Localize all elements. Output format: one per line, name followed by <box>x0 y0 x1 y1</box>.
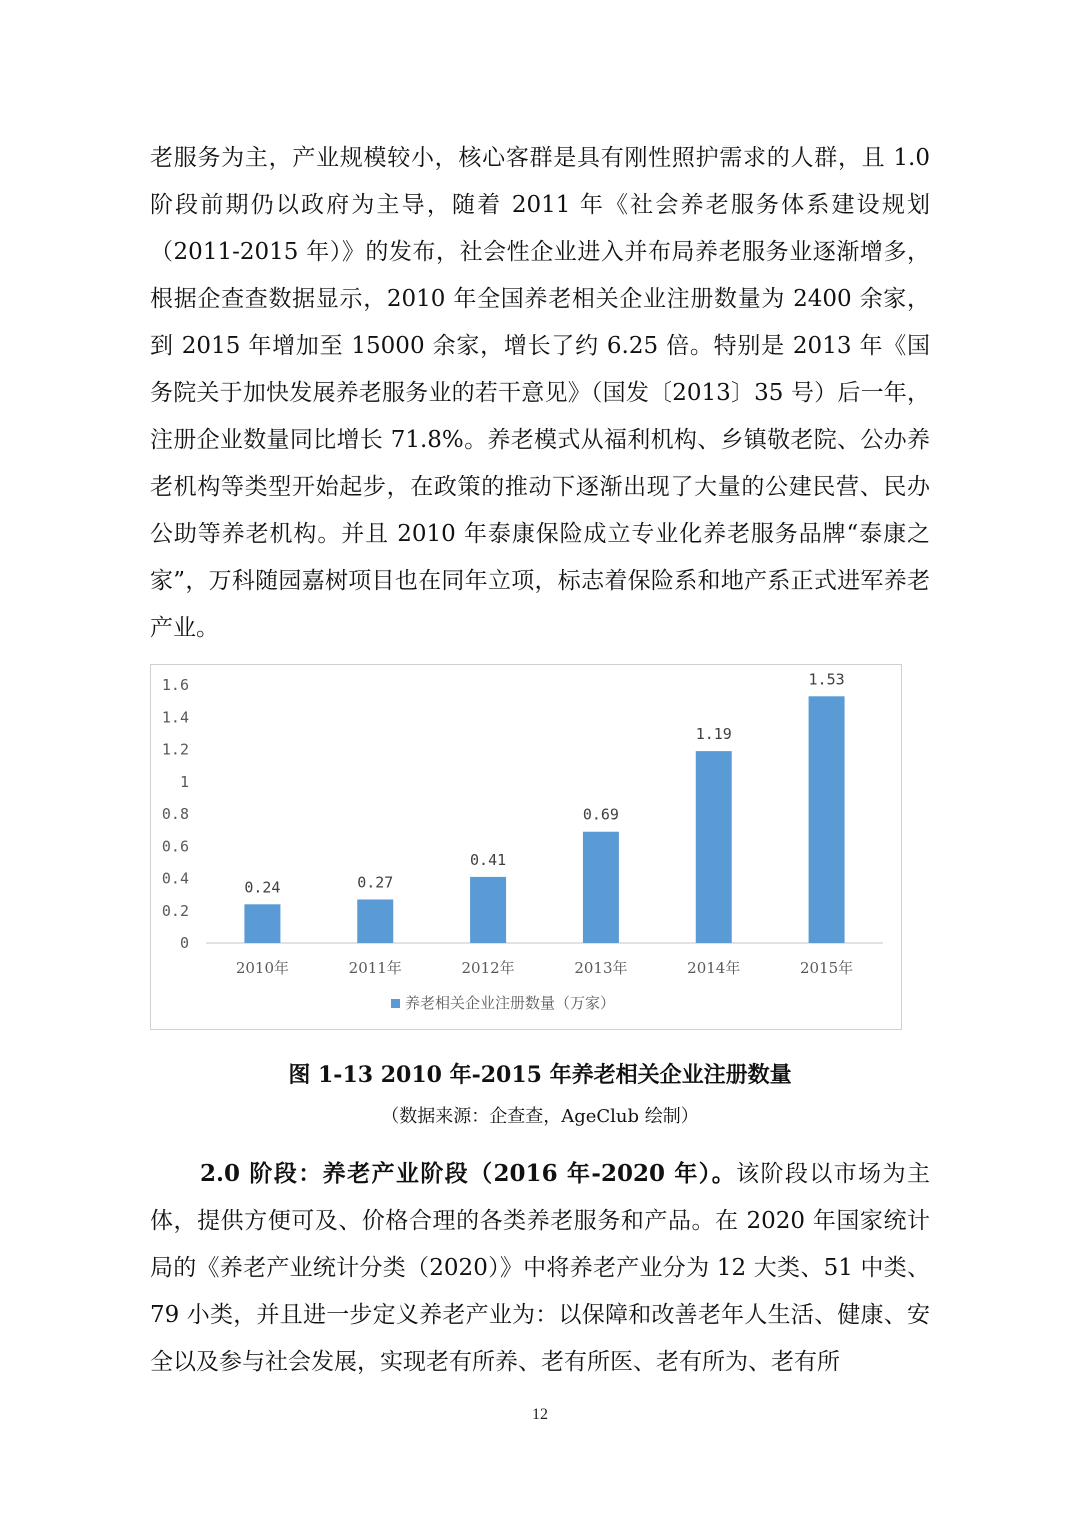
y-tick-label: 0.2 <box>161 901 189 920</box>
page-number: 12 <box>532 1406 548 1423</box>
y-tick-label: 0 <box>179 934 189 952</box>
x-tick-label: 2012年 <box>461 959 515 977</box>
bar-2011年 <box>357 899 393 943</box>
bar-2015年 <box>809 696 845 943</box>
body-paragraph-1: 老服务为主，产业规模较小，核心客群是具有刚性照护需求的人群，且 1.0 阶段前期仍以政府为主导，随着 2011 年《社会养老服务体系建设规划（2011-2015 年）》的发布，社会性企业进入并布局养老服务业逐渐增多，根据企查查数据显示，2010 年全国养老相关企业注册数量为 2400 余家，到 2015 年增加至 15000 余家，增长了约 6.25 倍。特别是 2013 年《国务院关于加快发展养老服务业的若干意见》（国发〔2013〕35 号）后一年，注册企业数量同比增长 71.8%。养老模式从福利机构、乡镇敬老院、公办养老机构等类型开始起步，在政策的推动下逐渐出现了大量的公建民营、民办公助等养老机构。并且 2010 年泰康保险成立专业化养老服务品牌“泰康之家”，万科随园嘉树项目也在同年立项，标志着保险系和地产系正式进军养老产业。 <box>150 145 930 641</box>
bar-2013年 <box>583 832 619 943</box>
y-tick-label: 0.6 <box>161 837 189 856</box>
bar-chart <box>150 664 902 1030</box>
section-body: 该阶段以市场为主体，提供方便可及、价格合理的各类养老服务和产品。在 2020 年国家统计局的《养老产业统计分类（2020）》中将养老产业分为 12 大类、51 中类、79 小类，并且进一步定义养老产业为：以保障和改善老年人生活、健康、安全以及参与社会发展，实现老有所养、老有所医、老有所为、老有所 <box>150 1161 931 1375</box>
data-label: 0.41 <box>470 850 507 869</box>
y-tick-label: 0.8 <box>161 805 189 823</box>
y-tick-label: 1 <box>179 772 189 791</box>
data-label: 0.27 <box>357 873 394 892</box>
x-tick-label: 2010年 <box>235 959 290 977</box>
legend-swatch <box>391 999 400 1008</box>
y-tick-label: 0.4 <box>161 869 189 888</box>
y-tick-label: 1.4 <box>161 708 189 727</box>
figure-source: （数据来源：企查查，AgeClub 绘制） <box>381 1106 699 1127</box>
legend-label: 养老相关企业注册数量（万家） <box>405 994 616 1012</box>
data-label: 0.24 <box>244 878 281 897</box>
y-tick-label: 1.6 <box>161 676 189 694</box>
y-tick-label: 1.2 <box>161 740 189 759</box>
bar-2014年 <box>696 751 732 943</box>
bar-2010年 <box>244 904 280 943</box>
x-tick-label: 2013年 <box>574 959 628 977</box>
chart-canvas <box>151 665 903 1031</box>
figure-title: 图 1-13 2010 年-2015 年养老相关企业注册数量 <box>288 1062 792 1088</box>
data-label: 1.53 <box>808 670 845 689</box>
x-tick-label: 2014年 <box>687 959 741 977</box>
data-label: 1.19 <box>695 725 732 744</box>
body-paragraph-2 <box>150 1150 930 1386</box>
bar-2012年 <box>470 877 506 943</box>
section-lead: 2.0 阶段：养老产业阶段（2016 年-2020 年）。 <box>200 1160 737 1187</box>
x-tick-label: 2011年 <box>348 959 402 977</box>
data-label: 0.69 <box>582 805 619 824</box>
x-tick-label: 2015年 <box>799 959 854 977</box>
